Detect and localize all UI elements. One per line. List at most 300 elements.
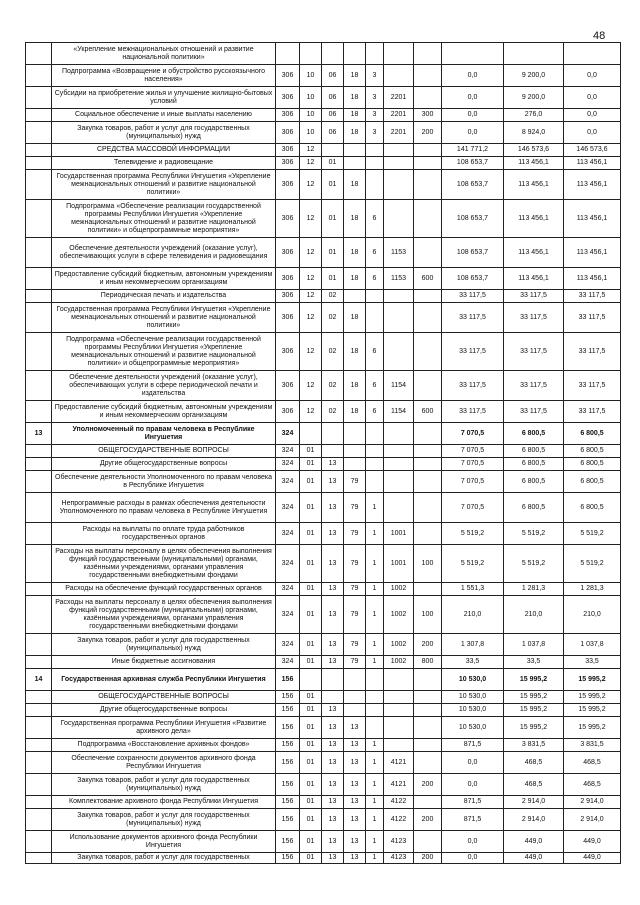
amount-year1-cell: 210,0 (442, 596, 504, 634)
budget-table (25, 42, 621, 864)
amount-year2-cell: 449,0 (504, 831, 564, 853)
row-number-cell (26, 596, 52, 634)
section-code-cell: 12 (300, 333, 322, 371)
direction-code-cell: 4123 (384, 853, 414, 864)
ministry-code-cell: 156 (276, 717, 300, 739)
amount-year3-cell: 1 281,3 (564, 583, 621, 596)
amount-year2-cell: 6 800,5 (504, 493, 564, 523)
section-code-cell: 12 (300, 290, 322, 303)
amount-year3-cell: 449,0 (564, 853, 621, 864)
direction-code-cell: 1153 (384, 268, 414, 290)
subprogram-code-cell: 1 (366, 493, 384, 523)
subprogram-code-cell: 6 (366, 200, 384, 238)
table-row (26, 493, 621, 523)
item-name-cell: Комплектование архивного фонда Республики Ингушетия (52, 796, 276, 809)
ministry-code-cell: 324 (276, 493, 300, 523)
amount-year3-cell: 33 117,5 (564, 303, 621, 333)
row-number-cell (26, 157, 52, 170)
subprogram-code-cell: 6 (366, 401, 384, 423)
amount-year3-cell: 33 117,5 (564, 371, 621, 401)
item-name-cell: ОБЩЕГОСУДАРСТВЕННЫЕ ВОПРОСЫ (52, 445, 276, 458)
item-name-cell: «Укрепление межнациональных отношений и развитие национальной политики» (52, 43, 276, 65)
row-number-cell (26, 200, 52, 238)
table-row (26, 303, 621, 333)
direction-code-cell: 1154 (384, 401, 414, 423)
item-name-cell: Обеспечение деятельности учреждений (оказание услуг), обеспечивающих услуги в сфере телевидения и радиовещания (52, 238, 276, 268)
subsection-code-cell: 01 (322, 157, 344, 170)
amount-year3-cell: 146 573,6 (564, 144, 621, 157)
subprogram-code-cell (366, 458, 384, 471)
ministry-code-cell: 306 (276, 333, 300, 371)
program-code-cell (344, 144, 366, 157)
row-number-cell: 13 (26, 423, 52, 445)
item-name-cell: Государственная программа Республики Ингушетия «Укрепление межнациональных отношений и развитие национальной политики» (52, 170, 276, 200)
expense-type-code-cell: 200 (414, 634, 442, 656)
expense-type-code-cell (414, 523, 442, 545)
row-number-cell (26, 739, 52, 752)
item-name-cell: Подпрограмма «Возвращение и обустройство русскоязычного населения» (52, 65, 276, 87)
direction-code-cell: 1002 (384, 634, 414, 656)
program-code-cell: 18 (344, 200, 366, 238)
row-number-cell (26, 445, 52, 458)
amount-year1-cell: 33 117,5 (442, 290, 504, 303)
ministry-code-cell: 306 (276, 268, 300, 290)
item-name-cell: Расходы на выплаты персоналу в целях обеспечения выполнения функций государственными (муниципальными) органами, казёнными учреждениями, органами управления государственными внебюджетными фондами (52, 545, 276, 583)
subprogram-code-cell: 3 (366, 122, 384, 144)
table-row (26, 656, 621, 669)
amount-year3-cell: 33,5 (564, 656, 621, 669)
table-row (26, 523, 621, 545)
expense-type-code-cell (414, 423, 442, 445)
amount-year1-cell: 0,0 (442, 752, 504, 774)
subprogram-code-cell: 1 (366, 545, 384, 583)
item-name-cell: Субсидии на приобретение жилья и улучшение жилищно-бытовых условий (52, 87, 276, 109)
item-name-cell: Государственная программа Республики Ингушетия «Укрепление межнациональных отношений и развитие национальной политики» (52, 303, 276, 333)
program-code-cell: 18 (344, 87, 366, 109)
subprogram-code-cell (366, 303, 384, 333)
subprogram-code-cell: 1 (366, 739, 384, 752)
table-row (26, 583, 621, 596)
program-code-cell: 18 (344, 65, 366, 87)
program-code-cell: 79 (344, 523, 366, 545)
program-code-cell: 13 (344, 774, 366, 796)
amount-year2-cell: 449,0 (504, 853, 564, 864)
row-number-cell (26, 704, 52, 717)
item-name-cell: Расходы на обеспечение функций государственных органов (52, 583, 276, 596)
amount-year1-cell: 7 070,5 (442, 445, 504, 458)
subprogram-code-cell: 1 (366, 853, 384, 864)
amount-year1-cell: 108 653,7 (442, 157, 504, 170)
amount-year1-cell: 7 070,5 (442, 493, 504, 523)
direction-code-cell (384, 691, 414, 704)
amount-year3-cell: 15 995,2 (564, 669, 621, 691)
amount-year1-cell (442, 43, 504, 65)
expense-type-code-cell (414, 43, 442, 65)
expense-type-code-cell (414, 144, 442, 157)
subsection-code-cell: 13 (322, 596, 344, 634)
program-code-cell: 18 (344, 268, 366, 290)
amount-year3-cell: 0,0 (564, 109, 621, 122)
expense-type-code-cell (414, 717, 442, 739)
expense-type-code-cell: 200 (414, 122, 442, 144)
amount-year2-cell: 33 117,5 (504, 371, 564, 401)
subprogram-code-cell: 1 (366, 634, 384, 656)
amount-year1-cell: 1 307,8 (442, 634, 504, 656)
direction-code-cell: 2201 (384, 109, 414, 122)
amount-year3-cell: 6 800,5 (564, 471, 621, 493)
direction-code-cell (384, 170, 414, 200)
section-code-cell: 12 (300, 157, 322, 170)
row-number-cell (26, 545, 52, 583)
direction-code-cell (384, 43, 414, 65)
subsection-code-cell: 06 (322, 87, 344, 109)
program-code-cell: 18 (344, 238, 366, 268)
ministry-code-cell: 306 (276, 401, 300, 423)
row-number-cell (26, 853, 52, 864)
program-code-cell: 18 (344, 333, 366, 371)
subsection-code-cell: 01 (322, 268, 344, 290)
program-code-cell: 79 (344, 634, 366, 656)
section-code-cell: 01 (300, 717, 322, 739)
subprogram-code-cell: 3 (366, 65, 384, 87)
amount-year2-cell: 3 831,5 (504, 739, 564, 752)
amount-year3-cell: 113 456,1 (564, 200, 621, 238)
amount-year3-cell: 6 800,5 (564, 423, 621, 445)
section-code-cell: 01 (300, 493, 322, 523)
program-code-cell: 18 (344, 109, 366, 122)
subprogram-code-cell (366, 43, 384, 65)
section-code-cell: 01 (300, 704, 322, 717)
direction-code-cell (384, 739, 414, 752)
ministry-code-cell: 306 (276, 109, 300, 122)
subsection-code-cell: 13 (322, 752, 344, 774)
subprogram-code-cell (366, 471, 384, 493)
row-number-cell (26, 371, 52, 401)
item-name-cell: Иные бюджетные ассигнования (52, 656, 276, 669)
program-code-cell: 79 (344, 471, 366, 493)
subsection-code-cell: 13 (322, 656, 344, 669)
subsection-code-cell: 13 (322, 523, 344, 545)
direction-code-cell (384, 423, 414, 445)
amount-year1-cell: 10 530,0 (442, 717, 504, 739)
item-name-cell: ОБЩЕГОСУДАРСТВЕННЫЕ ВОПРОСЫ (52, 691, 276, 704)
table-row (26, 634, 621, 656)
section-code-cell: 12 (300, 200, 322, 238)
section-code-cell: 01 (300, 739, 322, 752)
subprogram-code-cell (366, 144, 384, 157)
direction-code-cell: 4121 (384, 774, 414, 796)
table-row (26, 290, 621, 303)
expense-type-code-cell (414, 493, 442, 523)
direction-code-cell (384, 144, 414, 157)
item-name-cell: Предоставление субсидий бюджетным, автономным учреждениям и иным некоммерческим организациям (52, 268, 276, 290)
program-code-cell (344, 290, 366, 303)
subsection-code-cell: 13 (322, 704, 344, 717)
amount-year3-cell: 5 519,2 (564, 523, 621, 545)
item-name-cell: Использование документов архивного фонда Республики Ингушетия (52, 831, 276, 853)
row-number-cell (26, 691, 52, 704)
amount-year3-cell: 3 831,5 (564, 739, 621, 752)
section-code-cell: 12 (300, 303, 322, 333)
table-row (26, 170, 621, 200)
ministry-code-cell: 324 (276, 596, 300, 634)
subprogram-code-cell (366, 704, 384, 717)
ministry-code-cell: 156 (276, 691, 300, 704)
amount-year3-cell: 0,0 (564, 87, 621, 109)
subprogram-code-cell (366, 669, 384, 691)
row-number-cell (26, 458, 52, 471)
item-name-cell: Государственная программа Республики Ингушетия «Развитие архивного дела» (52, 717, 276, 739)
amount-year1-cell: 0,0 (442, 774, 504, 796)
ministry-code-cell: 156 (276, 796, 300, 809)
row-number-cell (26, 109, 52, 122)
program-code-cell: 79 (344, 583, 366, 596)
amount-year2-cell: 2 914,0 (504, 796, 564, 809)
amount-year2-cell: 8 924,0 (504, 122, 564, 144)
table-row (26, 752, 621, 774)
item-name-cell: Подпрограмма «Обеспечение реализации государственной программы Республики Ингушетия «Укрепление межнациональных отношений и развитие национальной политики» и общепрограммные мероприятия» (52, 200, 276, 238)
ministry-code-cell: 156 (276, 704, 300, 717)
amount-year3-cell: 113 456,1 (564, 170, 621, 200)
subprogram-code-cell: 1 (366, 774, 384, 796)
subsection-code-cell: 02 (322, 333, 344, 371)
ministry-code-cell: 156 (276, 752, 300, 774)
amount-year2-cell: 15 995,2 (504, 717, 564, 739)
section-code-cell (300, 669, 322, 691)
subprogram-code-cell: 1 (366, 656, 384, 669)
expense-type-code-cell (414, 471, 442, 493)
expense-type-code-cell: 200 (414, 774, 442, 796)
subsection-code-cell (322, 144, 344, 157)
expense-type-code-cell (414, 170, 442, 200)
ministry-code-cell: 324 (276, 523, 300, 545)
row-number-cell (26, 634, 52, 656)
subsection-code-cell: 13 (322, 796, 344, 809)
item-name-cell: Другие общегосударственные вопросы (52, 704, 276, 717)
table-row (26, 809, 621, 831)
table-row (26, 43, 621, 65)
table-row (26, 704, 621, 717)
amount-year1-cell: 1 551,3 (442, 583, 504, 596)
direction-code-cell (384, 290, 414, 303)
expense-type-code-cell (414, 669, 442, 691)
ministry-code-cell: 324 (276, 656, 300, 669)
amount-year2-cell: 113 456,1 (504, 200, 564, 238)
expense-type-code-cell: 200 (414, 809, 442, 831)
item-name-cell: Телевидение и радиовещание (52, 157, 276, 170)
amount-year1-cell: 7 070,5 (442, 471, 504, 493)
item-name-cell: Государственная архивная служба Республики Ингушетия (52, 669, 276, 691)
direction-code-cell (384, 471, 414, 493)
amount-year3-cell: 33 117,5 (564, 290, 621, 303)
row-number-cell (26, 796, 52, 809)
ministry-code-cell: 306 (276, 122, 300, 144)
item-name-cell: Обеспечение сохранности документов архивного фонда Республики Ингушетия (52, 752, 276, 774)
direction-code-cell: 1001 (384, 523, 414, 545)
item-name-cell: Обеспечение деятельности Уполномоченного по правам человека в Республике Ингушетия (52, 471, 276, 493)
subsection-code-cell: 02 (322, 401, 344, 423)
subprogram-code-cell: 1 (366, 796, 384, 809)
amount-year2-cell: 9 200,0 (504, 65, 564, 87)
amount-year3-cell: 5 519,2 (564, 545, 621, 583)
direction-code-cell: 4122 (384, 796, 414, 809)
table-row (26, 401, 621, 423)
ministry-code-cell: 324 (276, 545, 300, 583)
table-row (26, 371, 621, 401)
subsection-code-cell: 06 (322, 109, 344, 122)
row-number-cell (26, 656, 52, 669)
amount-year1-cell: 33,5 (442, 656, 504, 669)
program-code-cell (344, 691, 366, 704)
item-name-cell: СРЕДСТВА МАССОВОЙ ИНФОРМАЦИИ (52, 144, 276, 157)
subsection-code-cell: 13 (322, 634, 344, 656)
amount-year3-cell: 15 995,2 (564, 717, 621, 739)
ministry-code-cell: 306 (276, 290, 300, 303)
program-code-cell (344, 445, 366, 458)
row-number-cell (26, 717, 52, 739)
section-code-cell: 01 (300, 545, 322, 583)
expense-type-code-cell: 100 (414, 545, 442, 583)
ministry-code-cell: 306 (276, 200, 300, 238)
subprogram-code-cell: 6 (366, 371, 384, 401)
amount-year1-cell: 10 530,0 (442, 691, 504, 704)
expense-type-code-cell (414, 87, 442, 109)
table-row (26, 669, 621, 691)
amount-year2-cell: 276,0 (504, 109, 564, 122)
program-code-cell: 79 (344, 596, 366, 634)
direction-code-cell (384, 65, 414, 87)
amount-year1-cell: 7 070,5 (442, 458, 504, 471)
row-number-cell (26, 290, 52, 303)
expense-type-code-cell (414, 583, 442, 596)
program-code-cell: 79 (344, 545, 366, 583)
amount-year1-cell: 0,0 (442, 109, 504, 122)
amount-year3-cell: 0,0 (564, 65, 621, 87)
section-code-cell: 12 (300, 268, 322, 290)
direction-code-cell: 4122 (384, 809, 414, 831)
subprogram-code-cell (366, 691, 384, 704)
amount-year3-cell: 0,0 (564, 122, 621, 144)
table-row (26, 200, 621, 238)
section-code-cell: 01 (300, 445, 322, 458)
item-name-cell: Закупка товаров, работ и услуг для государственных (муниципальных) нужд (52, 774, 276, 796)
table-row (26, 122, 621, 144)
amount-year1-cell: 7 070,5 (442, 423, 504, 445)
ministry-code-cell: 306 (276, 65, 300, 87)
item-name-cell: Подпрограмма «Обеспечение реализации государственной программы Республики Ингушетия «Укрепление межнациональных отношений и развитие национальной политики» и общепрограммные мероприятия» (52, 333, 276, 371)
section-code-cell: 01 (300, 523, 322, 545)
expense-type-code-cell (414, 290, 442, 303)
amount-year2-cell: 33 117,5 (504, 333, 564, 371)
amount-year1-cell: 871,5 (442, 796, 504, 809)
section-code-cell: 01 (300, 809, 322, 831)
section-code-cell: 10 (300, 65, 322, 87)
program-code-cell (344, 157, 366, 170)
direction-code-cell (384, 458, 414, 471)
amount-year1-cell: 108 653,7 (442, 200, 504, 238)
program-code-cell: 13 (344, 752, 366, 774)
ministry-code-cell: 306 (276, 238, 300, 268)
row-number-cell (26, 493, 52, 523)
direction-code-cell: 1002 (384, 596, 414, 634)
subsection-code-cell: 13 (322, 458, 344, 471)
item-name-cell: Другие общегосударственные вопросы (52, 458, 276, 471)
amount-year1-cell: 141 771,2 (442, 144, 504, 157)
subsection-code-cell: 01 (322, 170, 344, 200)
table-row (26, 157, 621, 170)
expense-type-code-cell (414, 831, 442, 853)
amount-year1-cell: 0,0 (442, 87, 504, 109)
subsection-code-cell (322, 445, 344, 458)
table-row (26, 268, 621, 290)
subprogram-code-cell: 3 (366, 109, 384, 122)
subsection-code-cell (322, 43, 344, 65)
section-code-cell: 10 (300, 122, 322, 144)
item-name-cell: Уполномоченный по правам человека в Республике Ингушетия (52, 423, 276, 445)
direction-code-cell (384, 717, 414, 739)
subprogram-code-cell: 3 (366, 87, 384, 109)
row-number-cell (26, 752, 52, 774)
amount-year3-cell: 113 456,1 (564, 268, 621, 290)
amount-year3-cell: 6 800,5 (564, 458, 621, 471)
program-code-cell (344, 669, 366, 691)
expense-type-code-cell: 600 (414, 268, 442, 290)
subprogram-code-cell (366, 423, 384, 445)
ministry-code-cell: 156 (276, 853, 300, 864)
subsection-code-cell: 02 (322, 371, 344, 401)
row-number-cell: 14 (26, 669, 52, 691)
amount-year3-cell: 468,5 (564, 774, 621, 796)
row-number-cell (26, 523, 52, 545)
item-name-cell: Периодическая печать и издательства (52, 290, 276, 303)
expense-type-code-cell (414, 691, 442, 704)
table-row (26, 545, 621, 583)
amount-year1-cell: 108 653,7 (442, 238, 504, 268)
section-code-cell: 10 (300, 87, 322, 109)
amount-year2-cell: 15 995,2 (504, 704, 564, 717)
amount-year2-cell: 468,5 (504, 774, 564, 796)
subsection-code-cell: 13 (322, 739, 344, 752)
amount-year3-cell (564, 43, 621, 65)
amount-year1-cell: 5 519,2 (442, 545, 504, 583)
amount-year2-cell: 5 519,2 (504, 523, 564, 545)
section-code-cell: 01 (300, 656, 322, 669)
row-number-cell (26, 583, 52, 596)
direction-code-cell: 4121 (384, 752, 414, 774)
subprogram-code-cell (366, 717, 384, 739)
table-row (26, 333, 621, 371)
ministry-code-cell: 324 (276, 634, 300, 656)
subprogram-code-cell: 1 (366, 523, 384, 545)
direction-code-cell: 1002 (384, 583, 414, 596)
program-code-cell: 79 (344, 493, 366, 523)
amount-year2-cell: 33 117,5 (504, 401, 564, 423)
item-name-cell: Обеспечение деятельности учреждений (оказание услуг), обеспечивающих услуги в сфере периодической печати и издательства (52, 371, 276, 401)
subprogram-code-cell (366, 170, 384, 200)
amount-year3-cell: 33 117,5 (564, 401, 621, 423)
amount-year1-cell: 108 653,7 (442, 170, 504, 200)
amount-year3-cell: 1 037,8 (564, 634, 621, 656)
ministry-code-cell: 306 (276, 157, 300, 170)
amount-year2-cell: 6 800,5 (504, 471, 564, 493)
table-row (26, 109, 621, 122)
subprogram-code-cell: 1 (366, 596, 384, 634)
program-code-cell (344, 458, 366, 471)
amount-year2-cell: 146 573,6 (504, 144, 564, 157)
amount-year1-cell: 33 117,5 (442, 303, 504, 333)
program-code-cell: 79 (344, 656, 366, 669)
amount-year1-cell: 10 530,0 (442, 669, 504, 691)
